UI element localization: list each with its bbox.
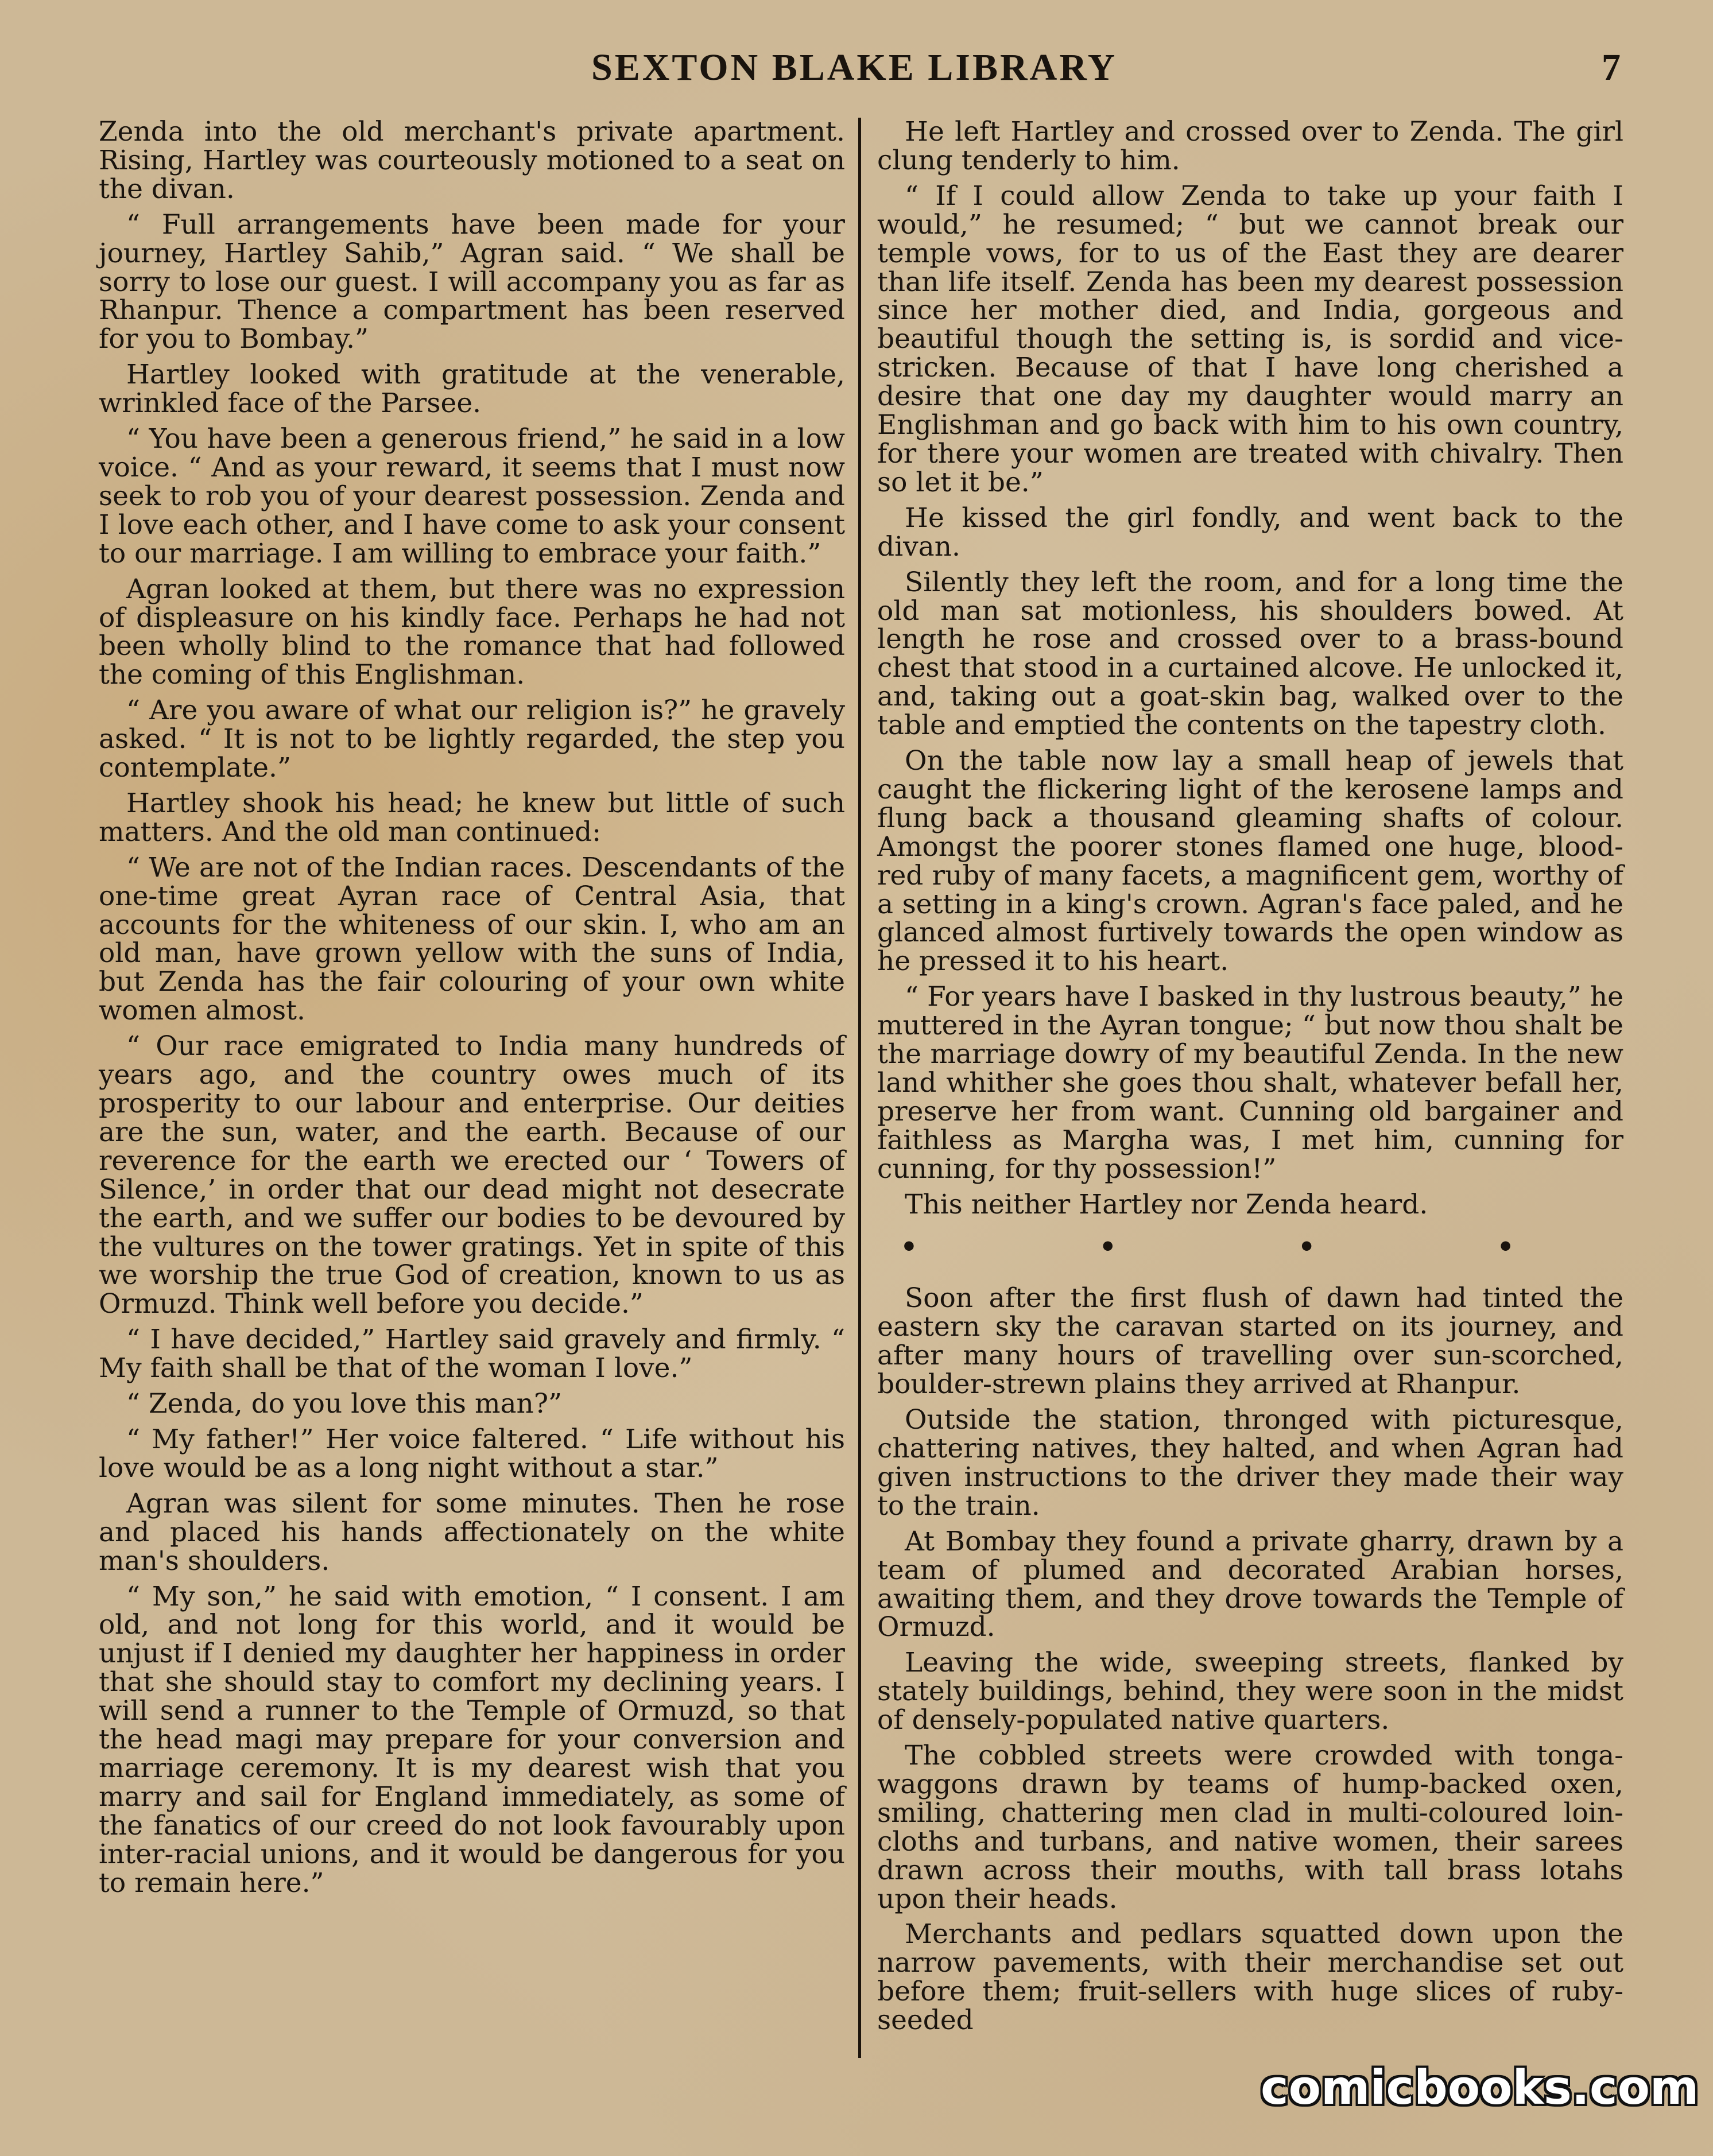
paragraph: This neither Hartley nor Zenda heard. xyxy=(905,1188,1428,1220)
paragraph: Hartley looked with gratitude at the venerable, wrinkled face of the Parsee. xyxy=(99,359,845,420)
paragraph: “ If I could allow Zenda to take up your faith I would,” he resumed; “ but we cannot break our temple vows, for to us of the East they are dearer than life itself. Zenda has been my dearest possession since her mother died, and India, gorgeous and beautiful though the setting is, is sordid and vice-stricken. Because of that I have long cherished a desire that one day my daughter would marry an Englishman and go back with him to his own country, for there your women are treated with chivalry. Then so let it be.” xyxy=(877,180,1623,498)
right-column xyxy=(877,118,1623,2042)
left-column xyxy=(99,118,845,1904)
site-watermark: comicbooks.com xyxy=(1261,2061,1699,2115)
paragraph: Hartley shook his head; he knew but little of such matters. And the old man continued: xyxy=(99,787,845,848)
paragraph: “ Full arrangements have been made for your journey, Hartley Sahib,” Agran said. “ We shall be sorry to lose our guest. I will accompany you as far as Rhanpur. Thence a compartment has been reserved for you to Bombay.” xyxy=(99,208,845,355)
paragraph: “ My father!” Her voice faltered. “ Life without his love would be as a long night without a star.” xyxy=(99,1423,845,1484)
paragraph: “ I have decided,” Hartley said gravely and firmly. “ My faith shall be that of the woman I love.” xyxy=(99,1324,845,1385)
column-divider xyxy=(858,118,861,2058)
paragraph: “ Zenda, do you love this man?” xyxy=(126,1388,563,1420)
paragraph: He kissed the girl fondly, and went back to the divan. xyxy=(877,502,1623,563)
page-number: 7 xyxy=(1602,46,1621,88)
paragraph: “ Our race emigrated to India many hundreds of years ago, and the country owes much of its prosperity to our labour and enterprise. Our deities are the sun, water, and the earth. Because of our reverence for the earth we erected our ‘ Towers of Silence,’ in order that our dead might not desecrate the earth, and we suffer our bodies to be devoured by the vultures on the tower gratings. Yet in spite of this we worship the true God of creation, known to us as Ormuzd. Think well before you decide.” xyxy=(99,1030,845,1320)
paragraph: “ Are you aware of what our religion is?” he gravely asked. “ It is not to be lightly regarded, the step you contemplate.” xyxy=(99,695,845,784)
running-title: SEXTON BLAKE LIBRARY xyxy=(591,46,1118,88)
paragraph: “ We are not of the Indian races. Descendants of the one-time great Ayran race of Central Asia, that accounts for the whiteness of our skin. I, who am an old man, have grown yellow with the suns of India, but Zenda has the fair colouring of your own white women almost. xyxy=(99,851,845,1027)
section-break: • • • • xyxy=(900,1231,1600,1263)
paragraph: Merchants and pedlars squatted down upon the narrow pavements, with their merchandise set out before them; fruit-sellers with huge slices of ruby-seeded xyxy=(877,1918,1623,2037)
page-header xyxy=(0,46,1713,109)
paragraph: Agran was silent for some minutes. Then he rose and placed his hands affectionately on the white man's shoulders. xyxy=(99,1487,845,1577)
paragraph: “ You have been a generous friend,” he said in a low voice. “ And as your reward, it seems that I must now seek to rob you of your dearest possession. Zenda and I love each other, and I have come to ask your consent to our marriage. I am willing to embrace your faith.” xyxy=(99,423,845,569)
paragraph: Zenda into the old merchant's private apartment. Rising, Hartley was courteously motioned to a seat on the divan. xyxy=(99,116,845,205)
paragraph: Leaving the wide, sweeping streets, flanked by stately buildings, behind, they were soon in the midst of densely-populated native quarters. xyxy=(877,1647,1623,1736)
paragraph: Silently they left the room, and for a long time the old man sat motionless, his shoulders bowed. At length he rose and crossed over to a brass-bound chest that stood in a curtained alcove. He unlocked it, and, taking out a goat-skin bag, walked over to the table and emptied the contents on the tapestry cloth. xyxy=(877,566,1623,742)
paragraph: At Bombay they found a private gharry, drawn by a team of plumed and decorated Arabian horses, awaiting them, and they drove towards the Temple of Ormuzd. xyxy=(877,1525,1623,1643)
paragraph: He left Hartley and crossed over to Zenda. The girl clung tenderly to him. xyxy=(877,116,1623,176)
paragraph: Agran looked at them, but there was no expression of displeasure on his kindly face. Perhaps he had not been wholly blind to the romance that had followed the coming of this Englishman. xyxy=(99,573,845,691)
paragraph: Soon after the first flush of dawn had tinted the eastern sky the caravan started on its journey, and after many hours of travelling over sun-scorched, boulder-strewn plains they arrived at Rhanpur. xyxy=(877,1282,1623,1401)
paragraph: Outside the station, thronged with picturesque, chattering natives, they halted, and when Agran had given instructions to the driver they made their way to the train. xyxy=(877,1404,1623,1522)
paragraph: “ My son,” he said with emotion, “ I consent. I am old, and not long for this world, and it would be unjust if I denied my daughter her happiness in order that she should stay to comfort my declining years. I will send a runner to the Temple of Ormuzd, so that the head magi may prepare for your conversion and marriage ceremony. It is my dearest wish that you marry and sail for England immediately, as some of the fanatics of our creed do not look favourably upon inter-racial unions, and it would be dangerous for you to remain here.” xyxy=(99,1580,845,1899)
paragraph: “ For years have I basked in thy lustrous beauty,” he muttered in the Ayran tongue; “ but now thou shalt be the marriage dowry of my beautiful Zenda. In the new land whither she goes thou shalt, whatever befall her, preserve her from want. Cunning old bargainer and faithless as Margha was, I met him, cunning for cunning, for thy possession!” xyxy=(877,981,1623,1185)
paragraph: The cobbled streets were crowded with tonga-waggons drawn by teams of hump-backed oxen, smiling, chattering men clad in multi-coloured loin-cloths and turbans, and native women, their sarees drawn across their mouths, with tall brass lotahs upon their heads. xyxy=(877,1740,1623,1915)
paragraph: On the table now lay a small heap of jewels that caught the flickering light of the kerosene lamps and flung back a thousand gleaming shafts of colour. Amongst the poorer stones flamed one huge, blood-red ruby of many facets, a magnificent gem, worthy of a setting in a king's crown. Agran's face paled, and he glanced almost furtively towards the open window as he pressed it to his heart. xyxy=(877,745,1623,978)
